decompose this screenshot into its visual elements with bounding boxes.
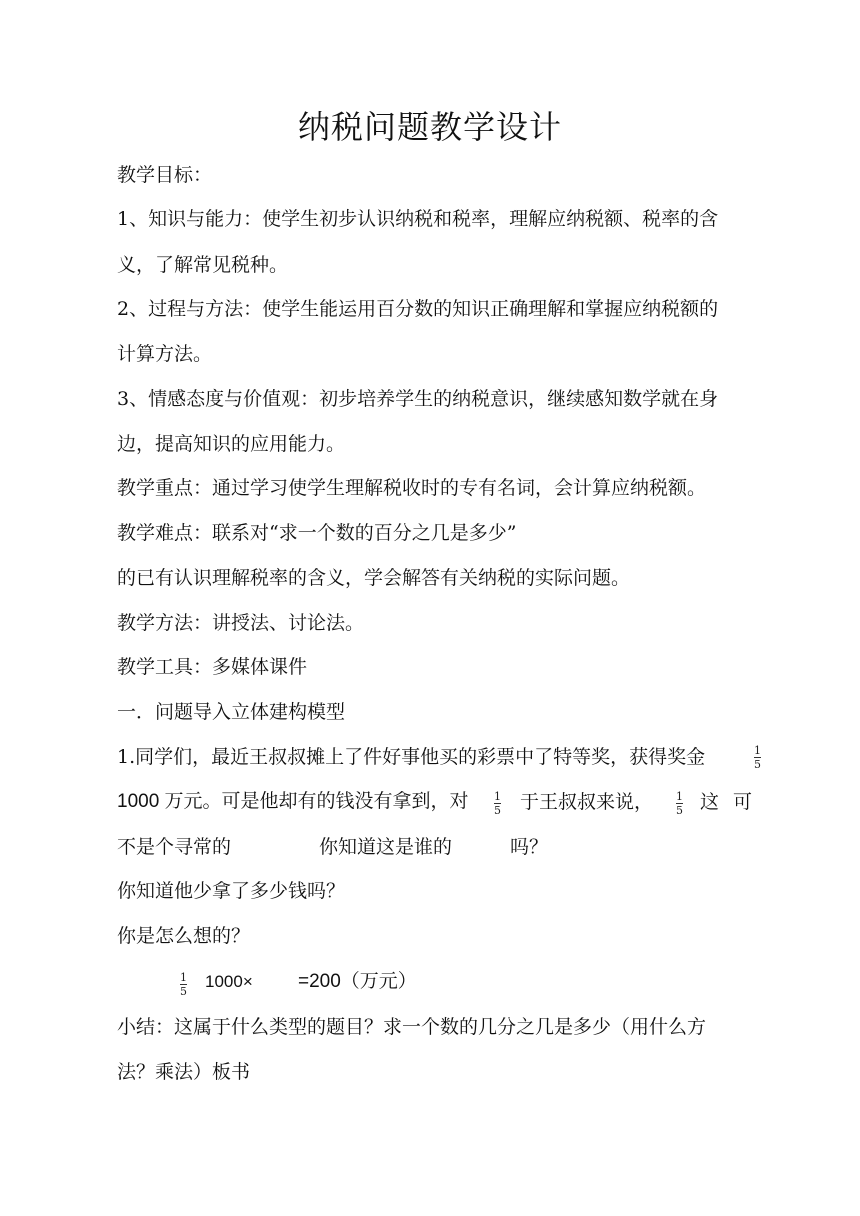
calc-result: =200（万元） — [298, 971, 417, 992]
page-title: 纳税问题教学设计 — [297, 108, 562, 146]
fraction-denominator: 5 — [754, 758, 761, 771]
fraction-numerator: 1 — [494, 790, 501, 803]
teaching-tools: 教学工具：多媒体课件 — [117, 656, 308, 678]
objective-2-line-2: 计算方法。 — [117, 343, 213, 365]
paragraph-1-line-3-a: 不是个寻常的 — [117, 836, 232, 858]
paragraph-1-line-2-d: 可 — [733, 791, 753, 813]
fraction-denominator: 5 — [180, 985, 187, 998]
question-2: 你是怎么想的？ — [117, 925, 251, 947]
objective-3-line-2: 边，提高知识的应用能力。 — [117, 433, 346, 455]
objectives-heading: 教学目标： — [117, 164, 213, 186]
fraction-denominator: 5 — [676, 804, 683, 817]
paragraph-1-line-2-a: 1000 万元。可是他却有的钱没有拿到，对 — [117, 791, 469, 812]
paragraph-1-line-2-c: 这 — [700, 791, 720, 813]
question-1: 你知道他少拿了多少钱吗？ — [117, 880, 346, 902]
difficulty-line-2: 的已有认识理解税率的含义，学会解答有关纳税的实际问题。 — [117, 567, 631, 589]
difficulty-line-1: 教学难点：联系对“求一个数的百分之几是多少” — [117, 522, 517, 544]
teaching-method: 教学方法：讲授法、讨论法。 — [117, 612, 365, 634]
paragraph-1-line-3-b: 你知道这是谁的 — [319, 836, 453, 858]
objective-1-line-1: 1、知识与能力：使学生初步认识纳税和税率，理解应纳税额、税率的含 — [117, 208, 719, 230]
calc-multiplier: 1000× — [205, 972, 253, 991]
paragraph-1-line-3-c: 吗？ — [510, 836, 549, 858]
objective-3-line-1: 3、情感态度与价值观：初步培养学生的纳税意识，继续感知数学就在身 — [117, 388, 719, 410]
summary-line-1: 小结：这属于什么类型的题目？求一个数的几分之几是多少（用什么方 — [117, 1016, 707, 1038]
fraction-one-fifth — [180, 972, 187, 997]
objective-2-line-1: 2、过程与方法：使学生能运用百分数的知识正确理解和掌握应纳税额的 — [117, 298, 719, 320]
fraction-numerator: 1 — [754, 744, 761, 757]
fraction-one-fifth — [676, 791, 683, 816]
paragraph-1-line-2-b: 于王叔叔来说， — [520, 791, 654, 813]
fraction-numerator: 1 — [676, 790, 683, 803]
objective-1-line-2: 义，了解常见税种。 — [117, 254, 289, 276]
key-point: 教学重点：通过学习使学生理解税收时的专有名词，会计算应纳税额。 — [117, 477, 707, 499]
fraction-denominator: 5 — [494, 804, 501, 817]
fraction-numerator: 1 — [180, 971, 187, 984]
summary-line-2: 法？乘法）板书 — [117, 1061, 251, 1083]
paragraph-1-line-1: 1.同学们，最近王叔叔摊上了件好事他买的彩票中了特等奖，获得奖金 — [117, 746, 706, 768]
fraction-one-fifth — [494, 791, 501, 816]
fraction-one-fifth — [754, 745, 761, 770]
section-heading-1: 一．问题导入立体建构模型 — [117, 701, 346, 723]
